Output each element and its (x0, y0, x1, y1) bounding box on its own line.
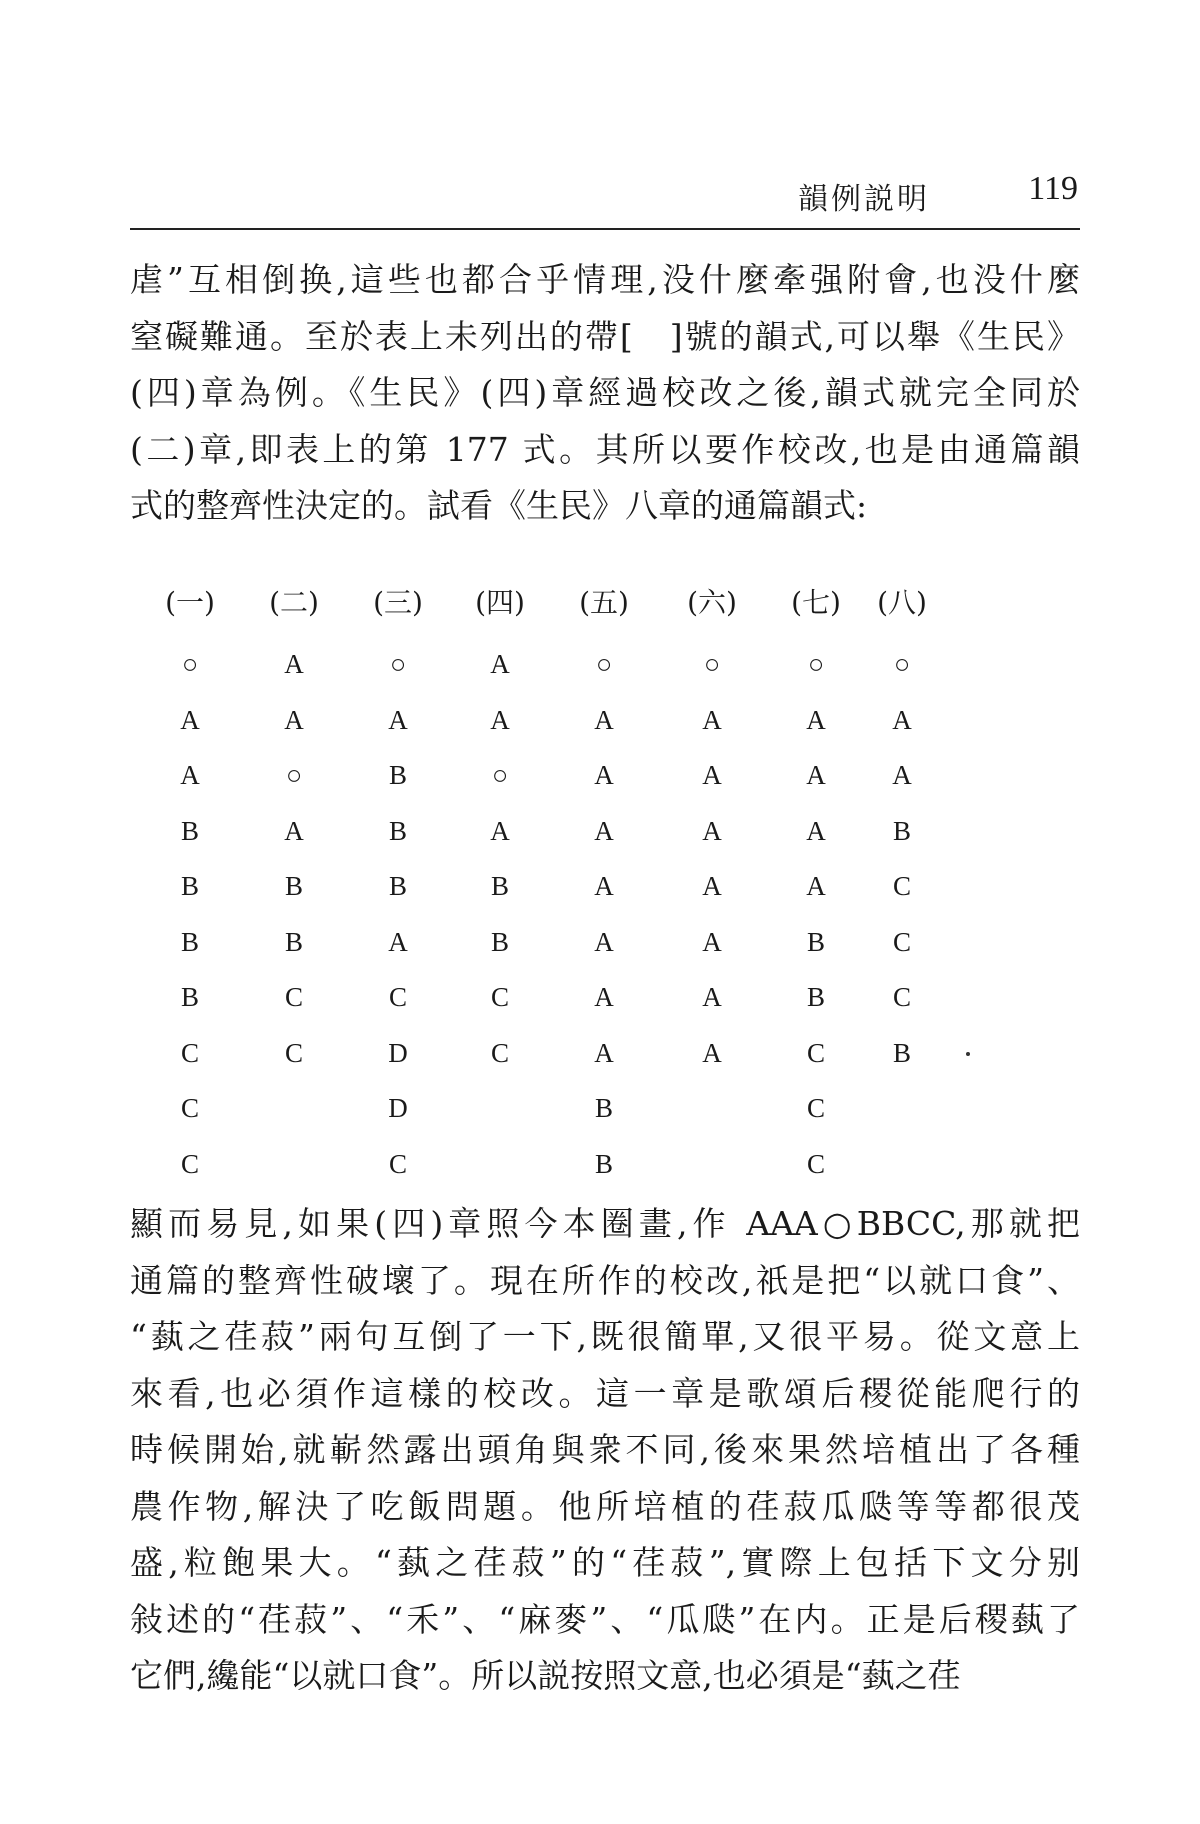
rhyme-column-heading: (八) (877, 586, 927, 619)
rhyme-cell: B (806, 926, 825, 957)
rhyme-cell: B (388, 815, 407, 846)
rhyme-column-heading: (七) (791, 586, 841, 619)
rhyme-cell: C (180, 1148, 199, 1179)
text-line: 式的整齊性決定的。試看《生民》八章的通篇韻式: (130, 486, 868, 525)
rhyme-cell: A (702, 926, 722, 957)
rhyme-cell: A (702, 1037, 722, 1068)
rhyme-cell: A (284, 649, 304, 679)
rhyme-cell: A (594, 1037, 614, 1068)
text-line: 虐”互相倒换,這些也都合乎情理,没什麼牽强附會,也没什麼 (130, 260, 1080, 299)
rhyme-cell: B (180, 926, 199, 957)
rhyme-cell: A (180, 704, 200, 735)
rhyme-cell: ○ (807, 649, 825, 679)
rhyme-cell: D (388, 1037, 408, 1068)
rhyme-cell: A (594, 760, 614, 790)
rhyme-column (450, 585, 550, 1081)
rhyme-cell: A (594, 871, 614, 901)
header-divider (130, 228, 1080, 230)
rhyme-cell: A (702, 815, 722, 846)
stray-dot (966, 1052, 970, 1056)
rhyme-column-heading: (五) (579, 586, 629, 619)
text-line: (二)章,即表上的第 177 式。其所以要作校改,也是由通篇韻 (130, 429, 1080, 469)
text-line: 通篇的整齊性破壞了。現在所作的校改,祇是把“以就口食”、 (130, 1260, 1080, 1300)
rhyme-cell: A (702, 871, 722, 901)
rhyme-column (662, 585, 762, 1081)
rhyme-cell: C (388, 1148, 407, 1179)
rhyme-cell: ○ (285, 760, 303, 790)
rhyme-column-heading: (三) (373, 586, 423, 619)
rhyme-cell: A (284, 815, 304, 846)
rhyme-column-heading: (一) (165, 586, 215, 619)
rhyme-cell: B (594, 1148, 613, 1179)
rhyme-column-heading: (四) (475, 586, 525, 619)
rhyme-cell: B (180, 982, 199, 1012)
rhyme-cell: B (388, 871, 407, 901)
rhyme-cell: ○ (703, 649, 721, 679)
text-line: (四)章為例。《生民》(四)章經過校改之後,韻式就完全同於 (130, 373, 1080, 412)
rhyme-cell: A (594, 982, 614, 1012)
rhyme-column-heading: (二) (269, 586, 319, 619)
rhyme-cell: A (594, 815, 614, 846)
rhyme-cell: ○ (893, 649, 911, 679)
rhyme-scheme-table (140, 585, 1080, 1185)
text-line: 窒礙難通。至於表上未列出的帶[ ]號的韻式,可以舉《生民》 (130, 316, 1080, 356)
rhyme-cell: B (806, 982, 825, 1012)
rhyme-cell: A (490, 815, 510, 846)
text-line: 農作物,解決了吃飯問題。他所培植的荏菽瓜瓞等等都很茂 (130, 1486, 1080, 1526)
rhyme-cell: B (892, 815, 911, 846)
rhyme-cell: A (806, 815, 826, 846)
rhyme-column (244, 585, 344, 1081)
rhyme-cell: C (490, 982, 509, 1012)
rhyme-cell: A (702, 982, 722, 1012)
rhyme-cell: C (892, 926, 911, 957)
rhyme-cell: C (388, 982, 407, 1012)
rhyme-cell: B (284, 871, 303, 901)
rhyme-column (348, 585, 448, 1192)
rhyme-cell: B (284, 926, 303, 957)
rhyme-cell: C (892, 871, 911, 901)
rhyme-cell: ○ (595, 649, 613, 679)
rhyme-cell: C (284, 982, 303, 1012)
running-header-title: 韻例説明 (798, 182, 930, 217)
rhyme-column-heading: (六) (687, 586, 737, 619)
text-line: 盛,粒飽果大。“蓺之荏菽”的“荏菽”,實際上包括下文分别 (130, 1543, 1080, 1582)
rhyme-cell: C (806, 1148, 825, 1179)
rhyme-cell: B (490, 926, 509, 957)
text-line: 顯而易見,如果(四)章照今本圈畫,作 AAA○BBCC,那就把 (130, 1204, 1080, 1243)
rhyme-cell: A (892, 704, 912, 735)
rhyme-cell: C (284, 1037, 303, 1068)
rhyme-cell: C (490, 1037, 509, 1068)
rhyme-cell: C (806, 1093, 825, 1123)
rhyme-cell: A (892, 760, 912, 790)
text-line: 它們,纔能“以就口食”。所以説按照文意,也必須是“蓺之荏 (130, 1656, 961, 1695)
rhyme-cell: B (892, 1037, 911, 1068)
rhyme-cell: A (806, 760, 826, 790)
page-number: 119 (1028, 170, 1078, 207)
rhyme-column (766, 585, 866, 1192)
rhyme-cell: A (806, 871, 826, 901)
rhyme-cell: A (490, 704, 510, 735)
rhyme-cell: C (806, 1037, 825, 1068)
rhyme-cell: A (284, 704, 304, 735)
text-line: 敍述的“荏菽”、“禾”、“麻麥”、“瓜瓞”在内。正是后稷蓺了 (130, 1599, 1080, 1639)
rhyme-cell: A (702, 704, 722, 735)
rhyme-cell: ○ (389, 649, 407, 679)
text-line: 時候開始,就嶄然露出頭角與衆不同,後來果然培植出了各種 (130, 1430, 1080, 1469)
rhyme-column (852, 585, 952, 1081)
rhyme-cell: B (180, 871, 199, 901)
rhyme-cell: B (180, 815, 199, 846)
body-paragraph-bottom (130, 1196, 1080, 1705)
rhyme-cell: C (180, 1093, 199, 1123)
rhyme-cell: A (490, 649, 510, 679)
rhyme-cell: B (490, 871, 509, 901)
rhyme-cell: C (892, 982, 911, 1012)
running-header (130, 168, 1080, 228)
rhyme-cell: B (594, 1093, 613, 1123)
rhyme-cell: A (388, 926, 408, 957)
rhyme-cell: ○ (181, 649, 199, 679)
text-line: “蓺之荏菽”兩句互倒了一下,既很簡單,又很平易。從文意上 (130, 1317, 1080, 1356)
rhyme-column (140, 585, 240, 1192)
text-line: 來看,也必須作這樣的校改。這一章是歌頌后稷從能爬行的 (130, 1373, 1080, 1413)
rhyme-cell: A (594, 926, 614, 957)
rhyme-cell: A (388, 704, 408, 735)
body-paragraph-top (130, 252, 1080, 535)
rhyme-cell: A (180, 760, 200, 790)
rhyme-cell: A (702, 760, 722, 790)
rhyme-cell: C (180, 1037, 199, 1068)
rhyme-cell: A (806, 704, 826, 735)
rhyme-cell: ○ (491, 760, 509, 790)
rhyme-column (554, 585, 654, 1192)
rhyme-cell: D (388, 1093, 408, 1123)
rhyme-cell: B (388, 760, 407, 790)
rhyme-cell: A (594, 704, 614, 735)
